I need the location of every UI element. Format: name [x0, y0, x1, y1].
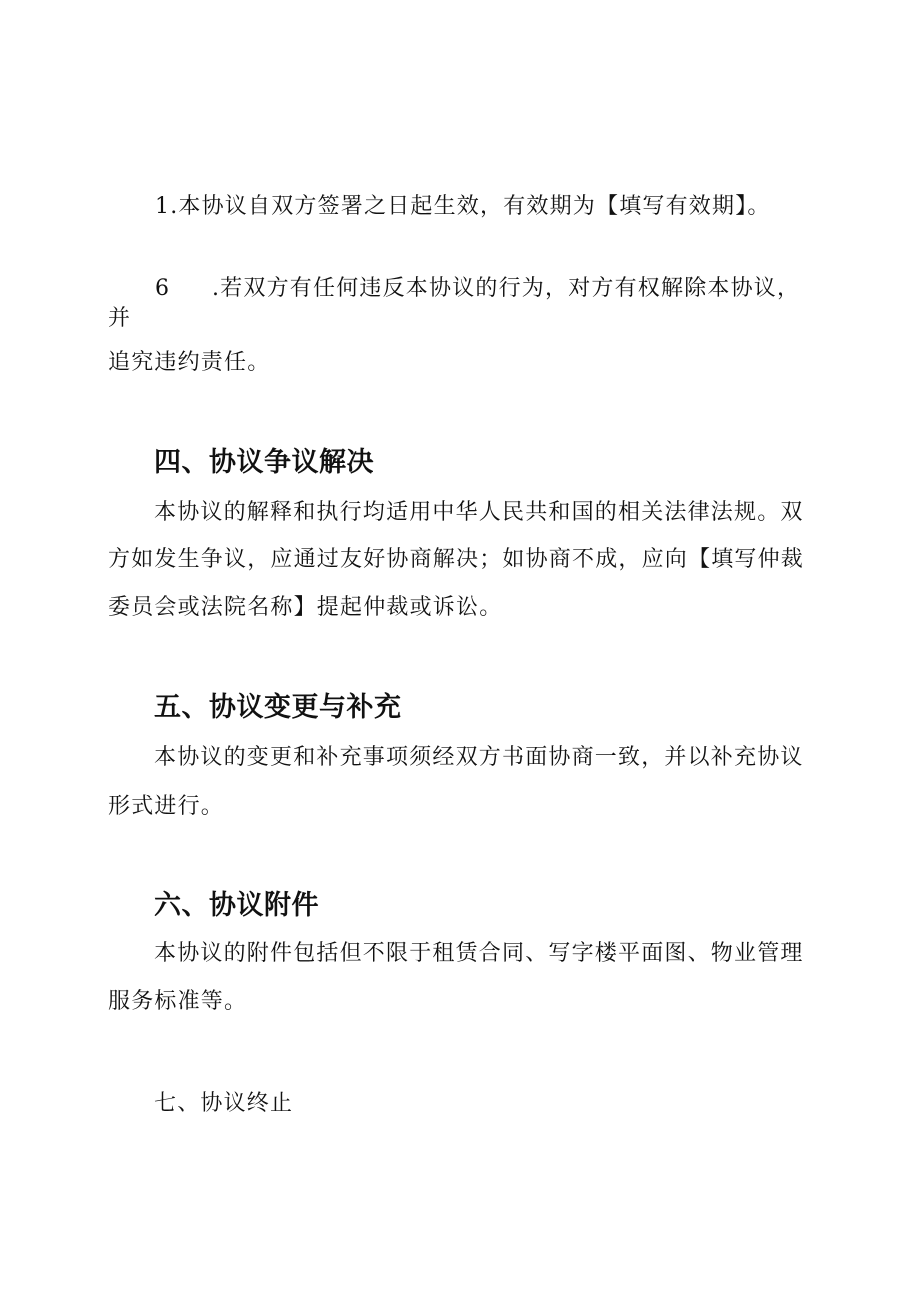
section-4-line-2: 方如发生争议，应通过友好协商解决；如协商不成，应向【填写仲裁: [108, 547, 805, 572]
section-5-line-1: 本协议的变更和补充事项须经双方书面协商一致，并以补充协议: [154, 745, 804, 770]
section-6-line-2: 服务标准等。: [108, 989, 248, 1014]
section-4-heading: 四、协议争议解决: [154, 447, 374, 478]
section-5-line-2: 形式进行。: [108, 794, 225, 819]
section-5-heading: 五、协议变更与补充: [154, 692, 402, 723]
section-6-heading: 六、协议附件: [154, 890, 319, 921]
section-7-heading: 七、协议终止: [154, 1091, 294, 1116]
clause-1-text: 本协议自双方签署之日起生效，有效期为【填写有效期】。: [178, 194, 771, 219]
section-4-line-1: 本协议的解释和执行均适用中华人民共和国的相关法律法规。双: [154, 500, 804, 525]
section-4-line-3: 委员会或法院名称】提起仲裁或诉讼。: [108, 595, 503, 620]
clause-6-continuation: 追究违约责任。: [108, 350, 271, 375]
clause-6-overflow: 并: [108, 306, 132, 331]
clause-1: [155, 192, 771, 222]
clause-6-text: .若双方有任何违反本协议的行为，对方有权解除本协议，: [212, 276, 801, 301]
section-6-line-1: 本协议的附件包括但不限于租赁合同、写字楼平面图、物业管理: [154, 941, 804, 966]
clause-1-number: 1.: [155, 194, 179, 219]
clause-6-number: 6: [155, 276, 171, 301]
